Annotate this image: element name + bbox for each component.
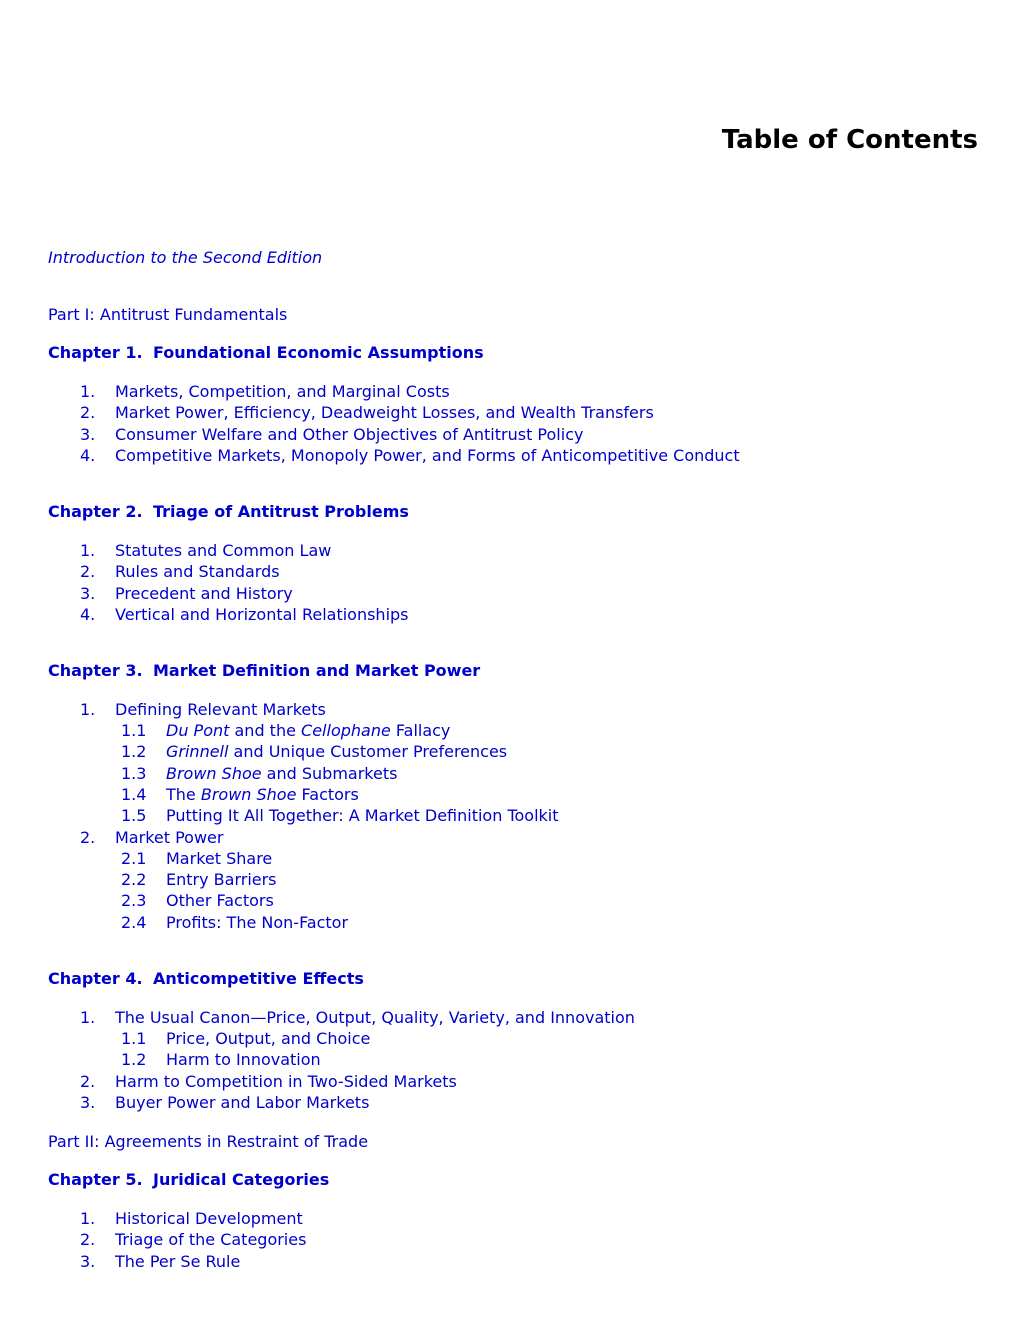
chapter-title: Juridical Categories [153,1170,330,1189]
chapter-title: Anticompetitive Effects [153,969,364,988]
toc-link-chapter-1[interactable] [48,342,484,363]
subitem-text: Other Factors [166,891,274,910]
subitem-number: 1.1 [121,721,147,740]
page-title: Table of Contents [721,125,978,155]
item-text: Markets, Competition, and Marginal Costs [115,382,450,401]
item-text: Rules and Standards [115,562,280,581]
item-number: 4. [80,605,96,624]
subitem-number: 2.4 [121,913,147,932]
item-number: 1. [80,1008,96,1027]
subitem-number: 1.5 [121,806,147,825]
subitem-number: 1.4 [121,785,147,804]
item-number: 1. [80,382,96,401]
subitem-text [166,741,507,762]
subitem-number: 1.1 [121,1029,147,1048]
subitem-number: 1.2 [121,1050,147,1069]
subitem-number: 2.2 [121,870,147,889]
item-text: Statutes and Common Law [115,541,332,560]
subitem-text-part: The [166,785,201,804]
item-number: 3. [80,425,96,444]
item-text: Historical Development [115,1209,303,1228]
subitem-text: Putting It All Together: A Market Definition Toolkit [166,806,559,825]
chapter-number: Chapter 1. [48,343,143,362]
subitem-number: 1.3 [121,764,147,783]
case-name: Brown Shoe [166,764,262,783]
item-text: Market Power, Efficiency, Deadweight Losses, and Wealth Transfers [115,403,654,422]
toc-link-part-2[interactable]: Part II: Agreements in Restraint of Trade [48,1132,369,1151]
subitem-text: Profits: The Non-Factor [166,913,349,932]
subitem-number: 2.3 [121,891,147,910]
item-number: 1. [80,541,96,560]
subitem-text: Harm to Innovation [166,1050,321,1069]
item-number: 2. [80,1072,96,1091]
chapter-number: Chapter 4. [48,969,143,988]
item-text: Vertical and Horizontal Relationships [115,605,409,624]
chapter-title: Market Definition and Market Power [153,661,481,680]
item-number: 2. [80,828,96,847]
item-number: 2. [80,562,96,581]
subitem-text-part: Fallacy [390,721,451,740]
subitem-text [166,763,397,784]
item-number: 2. [80,403,96,422]
subitem-number: 2.1 [121,849,147,868]
chapter-title: Foundational Economic Assumptions [153,343,484,362]
item-text: The Per Se Rule [115,1252,241,1271]
item-text: Precedent and History [115,584,293,603]
subitem-text-part: Factors [296,785,359,804]
toc-link-chapter-4[interactable] [48,968,364,989]
subitem-text [166,784,359,805]
case-name: Brown Shoe [200,785,297,804]
item-text: Harm to Competition in Two-Sided Markets [115,1072,457,1091]
toc-link-introduction[interactable]: Introduction to the Second Edition [48,248,323,267]
item-number: 3. [80,1093,96,1112]
toc-link-part-1[interactable]: Part I: Antitrust Fundamentals [48,305,288,324]
subitem-number: 1.2 [121,742,147,761]
subitem-text [166,720,450,741]
toc-link-chapter-5[interactable] [48,1169,329,1190]
item-number: 3. [80,1252,96,1271]
chapter-title: Triage of Antitrust Problems [153,502,409,521]
subitem-text-part: and the [229,721,302,740]
item-text: Defining Relevant Markets [115,700,326,719]
subitem-text: Entry Barriers [166,870,277,889]
case-name: Du Pont [166,721,230,740]
item-text: Competitive Markets, Monopoly Power, and Forms of Anticompetitive Conduct [115,446,740,465]
item-number: 3. [80,584,96,603]
item-text: Consumer Welfare and Other Objectives of Antitrust Policy [115,425,584,444]
subitem-text-part: and Unique Customer Preferences [228,742,508,761]
chapter-number: Chapter 3. [48,661,143,680]
item-text: Triage of the Categories [115,1230,307,1249]
item-text: Market Power [115,828,224,847]
item-number: 4. [80,446,96,465]
subitem-text: Market Share [166,849,273,868]
chapter-number: Chapter 2. [48,502,143,521]
subitem-text: Price, Output, and Choice [166,1029,371,1048]
case-name: Grinnell [166,742,229,761]
case-name: Cellophane [301,721,391,740]
item-number: 1. [80,1209,96,1228]
item-number: 2. [80,1230,96,1249]
subitem-text-part: and Submarkets [261,764,398,783]
item-text: The Usual Canon—Price, Output, Quality, Variety, and Innovation [115,1008,635,1027]
toc-link-chapter-3[interactable] [48,660,480,681]
item-text: Buyer Power and Labor Markets [115,1093,370,1112]
item-number: 1. [80,700,96,719]
toc-link-chapter-2[interactable] [48,501,409,522]
chapter-number: Chapter 5. [48,1170,143,1189]
